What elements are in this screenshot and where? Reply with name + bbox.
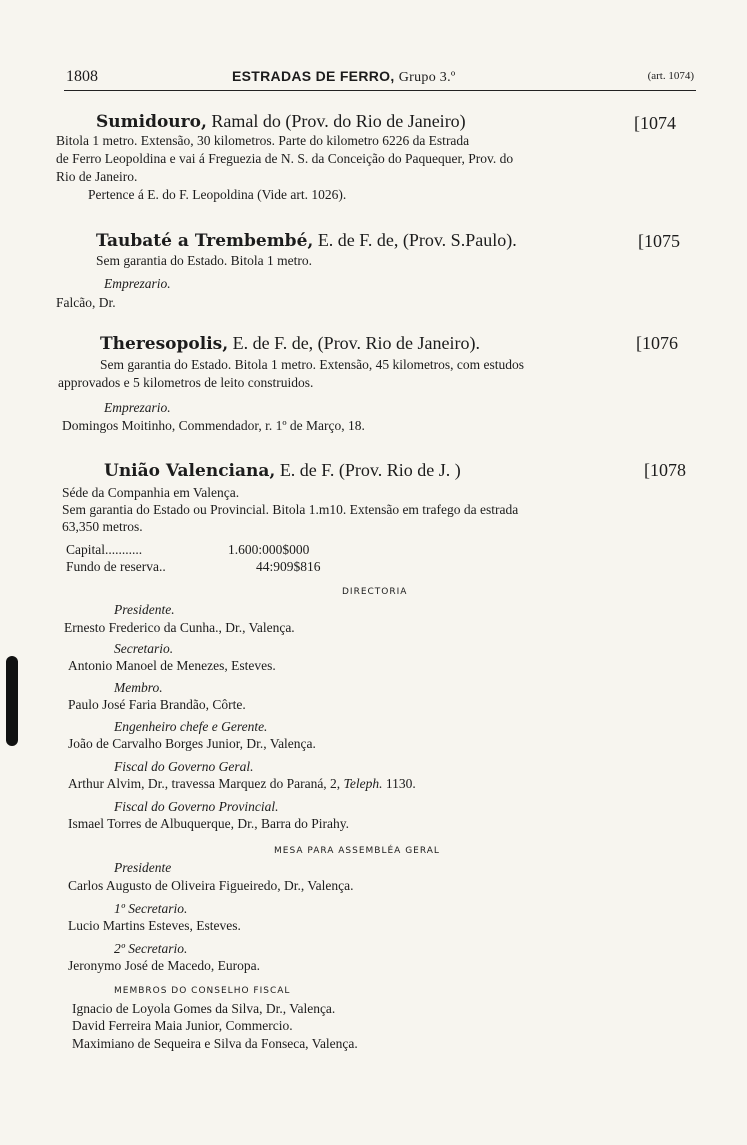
mesa-role: Presidente [114,860,172,875]
entry-line: Séde da Companhia em Valença. [62,485,240,500]
fundo-label: Fundo de reserva.. [66,559,166,574]
director-role: Presidente. [114,602,175,617]
entry-line: approvados e 5 kilometros de leito construidos. [58,375,314,390]
conselho-member: Maximiano de Sequeira e Silva da Fonseca, Valença. [72,1036,358,1051]
ink-blot [6,656,18,746]
director-person: João de Carvalho Borges Junior, Dr., Valença. [68,736,316,751]
capital-value: 1.600:000$000 [228,542,310,557]
director-role: Secretario. [114,641,174,656]
fundo-value: 44:909$816 [256,559,321,574]
entry-title-theresopolis: Theresopolis, E. de F. de, (Prov. Rio de Janeiro). [100,333,480,354]
director-person: Ismael Torres de Albuquerque, Dr., Barra do Pirahy. [68,816,349,831]
entry-line: Pertence á E. do F. Leopoldina (Vide art. 1026). [88,187,347,202]
entry-line: de Ferro Leopoldina e vai á Freguezia de N. S. da Conceição do Paquequer, Prov. do [56,151,514,166]
director-person: Arthur Alvim, Dr., travessa Marquez do Paraná, 2, Teleph. 1130. [68,776,416,791]
entry-person: Domingos Moitinho, Commendador, r. 1º de Março, 18. [62,418,365,433]
entry-line: Bitola 1 metro. Extensão, 30 kilometros. Parte do kilometro 6226 da Estrada [56,133,470,148]
entry-line: Rio de Janeiro. [56,169,138,184]
entry-line: 63,350 metros. [62,519,143,534]
conselho-member: Ignacio de Loyola Gomes da Silva, Dr., Valença. [72,1001,336,1016]
section-heading-conselho: MEMBROS DO CONSELHO FISCAL [114,986,291,996]
entry-number-1076: [1076 [636,333,678,353]
header-article-ref: (art. 1074) [647,70,694,82]
director-role: Membro. [114,680,163,695]
entry-line: Sem garantia do Estado. Bitola 1 metro. Extensão, 45 kilometros, com estudos [100,357,525,372]
entry-role: Emprezario. [104,276,171,291]
entry-title-sumidouro: Sumidouro, Ramal do (Prov. do Rio de Janeiro) [96,111,466,132]
entry-line: Sem garantia do Estado ou Provincial. Bitola 1.m10. Extensão em trafego da estrada [62,502,519,517]
header-group: Grupo 3.º [398,70,456,85]
section-heading-mesa: MESA PARA ASSEMBLÉA GERAL [274,846,440,856]
mesa-person: Lucio Martins Esteves, Esteves. [68,918,241,933]
entry-title-taubate: Taubaté a Trembembé, E. de F. de, (Prov. S.Paulo). [96,230,517,251]
entry-number-1074: [1074 [634,113,676,133]
section-heading-directoria: DIRECTORIA [342,587,408,597]
entry-title-uniao-valenciana: União Valenciana, E. de F. (Prov. Rio de J. ) [104,460,461,481]
entry-role: Emprezario. [104,400,171,415]
director-role: Fiscal do Governo Geral. [114,759,254,774]
mesa-role: 1º Secretario. [114,901,188,916]
capital-label: Capital........... [66,542,143,557]
header-title: ESTRADAS DE FERRO, Grupo 3.º [232,68,456,85]
mesa-person: Jeronymo José de Macedo, Europa. [68,958,260,973]
director-person: Ernesto Frederico da Cunha., Dr., Valença. [64,620,295,635]
entry-number-1078: [1078 [644,460,686,480]
mesa-person: Carlos Augusto de Oliveira Figueiredo, Dr., Valença. [68,878,354,893]
entry-number-1075: [1075 [638,231,680,251]
conselho-member: David Ferreira Maia Junior, Commercio. [72,1018,293,1033]
page-number: 1808 [66,68,98,85]
director-role: Fiscal do Governo Provincial. [114,799,279,814]
director-person: Antonio Manoel de Menezes, Esteves. [68,658,276,673]
director-person: Paulo José Faria Brandão, Côrte. [68,697,246,712]
mesa-role: 2º Secretario. [114,941,188,956]
entry-line: Sem garantia do Estado. Bitola 1 metro. [96,253,312,268]
entry-person: Falcão, Dr. [56,295,116,310]
running-header [64,66,696,91]
director-role: Engenheiro chefe e Gerente. [114,719,268,734]
